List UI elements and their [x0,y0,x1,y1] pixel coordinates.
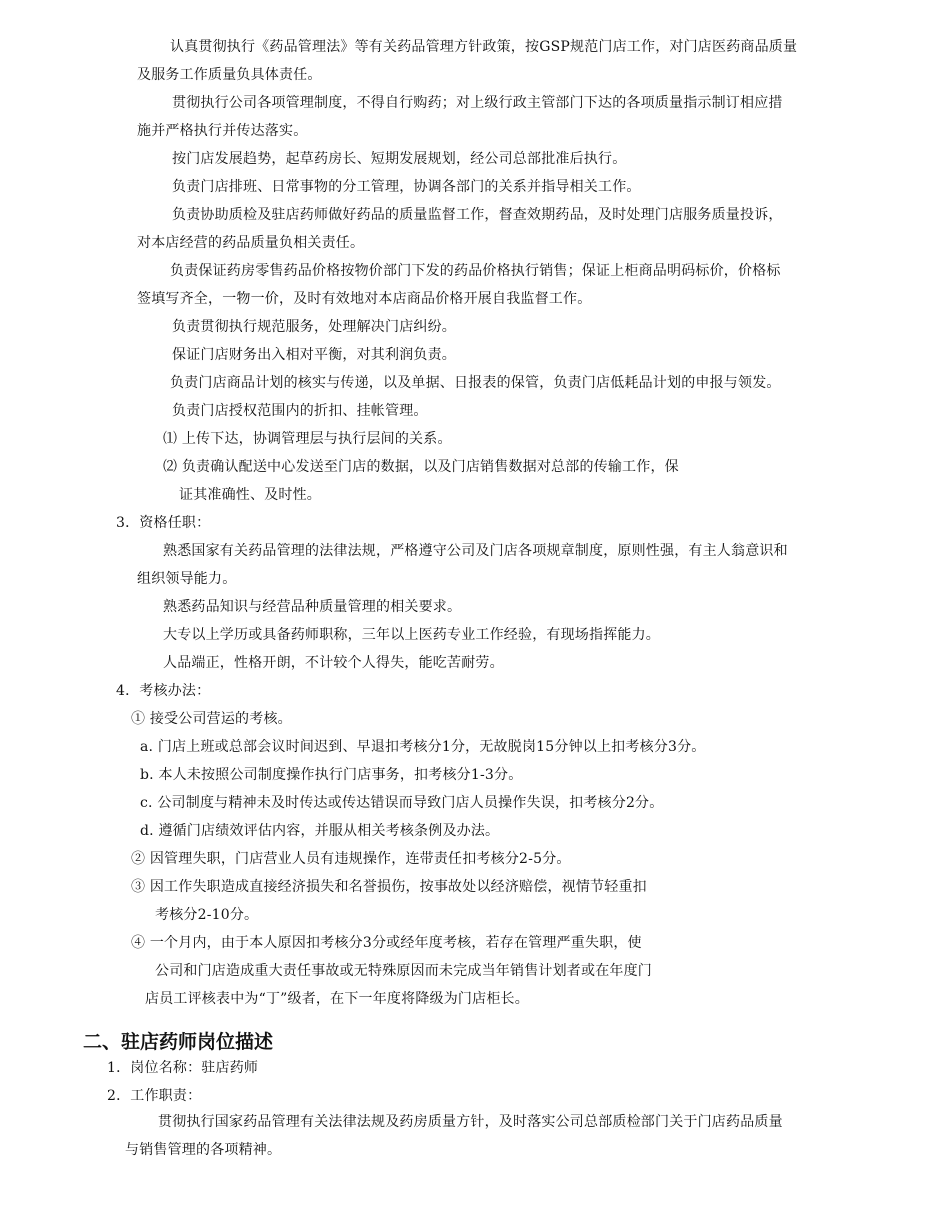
list-item-continuation: 考核分2-10分。 [155,907,259,923]
section-title: 二、驻店药师岗位描述 [83,1031,274,1053]
paragraph-line: 负责门店授权范围内的折扣、挂帐管理。 [172,403,428,419]
paragraph-line: 保证门店财务出入相对平衡，对其利润负责。 [172,347,456,363]
paragraph-line: 施并严格执行并传达落实。 [137,123,308,139]
list-item: ④ 一个月内，由于本人原因扣考核分3分或经年度考核，若存在管理严重失职，使 [131,935,642,951]
paragraph-line: 负责门店商品计划的核实与传递，以及单据、日报表的保管，负责门店低耗品计划的申报与领发。 [170,375,781,391]
paragraph-line: 负责保证药房零售药品价格按物价部门下发的药品价格执行销售；保证上柜商品明码标价，价格标 [170,263,781,279]
list-item-continuation: 公司和门店造成重大责任事故或无特殊原因而未完成当年销售计划者或在年度门 [155,963,652,979]
paragraph-line: 签填写齐全，一物一价，及时有效地对本店商品价格开展自我监督工作。 [137,291,592,307]
list-item-continuation: 证其准确性、及时性。 [179,487,321,503]
paragraph-line: 组织领导能力。 [137,571,237,587]
list-item: ① 接受公司营运的考核。 [131,711,292,727]
paragraph-line: 负责门店排班、日常事物的分工管理，协调各部门的关系并指导相关工作。 [172,179,641,195]
paragraph-line: 负责协助质检及驻店药师做好药品的质量监督工作，督查效期药品，及时处理门店服务质量投诉， [172,207,783,223]
section-heading: 3．资格任职： [116,515,211,531]
paragraph-line: 人品端正，性格开朗，不计较个人得失，能吃苦耐劳。 [163,655,504,671]
paragraph-line: 对本店经营的药品质量负相关责任。 [137,235,365,251]
list-item: ③ 因工作失职造成直接经济损失和名誉损伤，按事故处以经济赔偿，视情节轻重扣 [131,879,647,895]
list-item: d. 遵循门店绩效评估内容，并服从相关考核条例及办法。 [140,823,500,839]
list-item: a. 门店上班或总部会议时间迟到、早退扣考核分1分，无故脱岗15分钟以上扣考核分3分。 [140,739,706,755]
paragraph-line: 熟悉药品知识与经营品种质量管理的相关要求。 [163,599,462,615]
list-item: ⑴ 上传下达，协调管理层与执行层间的关系。 [163,431,452,447]
paragraph-line: 及服务工作质量负具体责任。 [137,67,322,83]
paragraph-line: 贯彻执行国家药品管理有关法律法规及药房质量方针，及时落实公司总部质检部门关于门店药品质量 [158,1114,783,1130]
paragraph-line: 按门店发展趋势，起草药房长、短期发展规划，经公司总部批准后执行。 [172,151,627,167]
section-heading: 4．考核办法： [116,683,211,699]
paragraph-line: 熟悉国家有关药品管理的法律法规，严格遵守公司及门店各项规章制度，原则性强，有主人翁意识和 [163,543,788,559]
list-item: c. 公司制度与精神未及时传达或传达错误而导致门店人员操作失误，扣考核分2分。 [140,795,664,811]
paragraph-line: 大专以上学历或具备药师职称，三年以上医药专业工作经验，有现场指挥能力。 [163,627,660,643]
list-item: ② 因管理失职，门店营业人员有违规操作，连带责任扣考核分2-5分。 [131,851,571,867]
paragraph-line: 贯彻执行公司各项管理制度，不得自行购药；对上级行政主管部门下达的各项质量指示制订相应措 [172,95,783,111]
field-line: 2．工作职责： [107,1088,202,1104]
paragraph-line: 负责贯彻执行规范服务，处理解决门店纠纷。 [172,319,456,335]
field-line: 1．岗位名称：驻店药师 [107,1060,259,1076]
list-item: ⑵ 负责确认配送中心发送至门店的数据，以及门店销售数据对总部的传输工作，保 [163,459,679,475]
list-item: b. 本人未按照公司制度操作执行门店事务，扣考核分1-3分。 [140,767,523,783]
paragraph-line: 认真贯彻执行《药品管理法》等有关药品管理方针政策，按GSP规范门店工作，对门店医药商品质量 [170,39,798,55]
paragraph-line: 与销售管理的各项精神。 [125,1142,282,1158]
list-item-continuation: 店员工评核表中为“丁”级者，在下一年度将降级为门店柜长。 [145,991,529,1007]
